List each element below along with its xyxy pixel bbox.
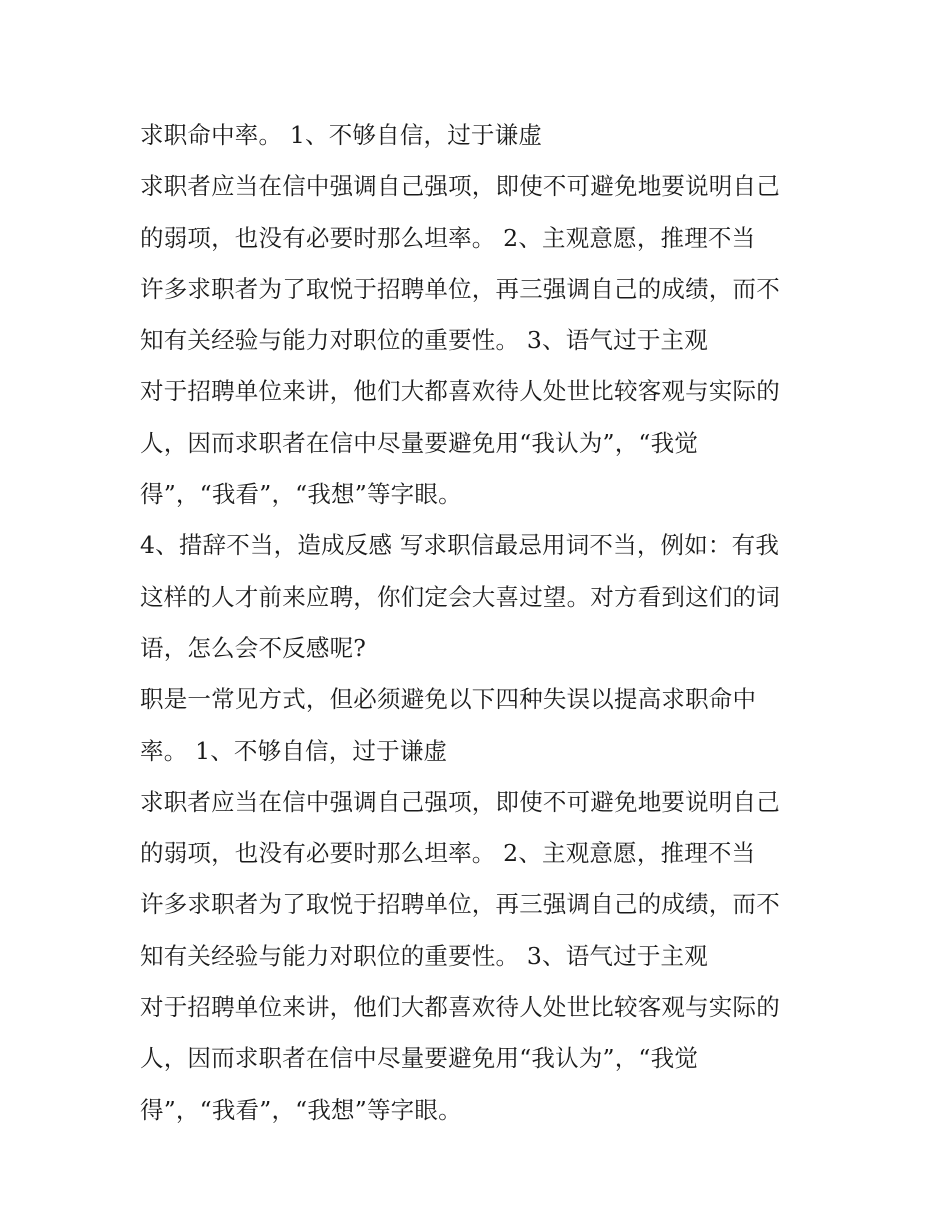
text-line: 率。 1、不够自信，过于谦虚 xyxy=(140,736,448,765)
document-body xyxy=(140,110,830,1136)
text-line: 语，怎么会不反感呢? xyxy=(140,633,367,662)
text-line: 求职者应当在信中强调自己强项，即使不可避免地要说明自己 xyxy=(140,787,780,816)
text-line: 知有关经验与能力对职位的重要性。 3、语气过于主观 xyxy=(140,326,708,355)
text-line: 求职命中率。 1、不够自信，过于谦虚 xyxy=(140,121,543,149)
text-line: 人，因而求职者在信中尽量要避免用“我认为”，“我觉 xyxy=(140,428,699,457)
text-line: 知有关经验与能力对职位的重要性。 3、语气过于主观 xyxy=(140,941,708,970)
text-line: 的弱项，也没有必要时那么坦率。 2、主观意愿，推理不当 xyxy=(140,839,756,868)
text-line: 对于招聘单位来讲，他们大都喜欢待人处世比较客观与实际的 xyxy=(140,993,780,1022)
text-line: 许多求职者为了取悦于招聘单位，再三强调自己的成绩，而不 xyxy=(140,274,780,303)
text-line: 求职者应当在信中强调自己强项，即使不可避免地要说明自己 xyxy=(140,172,780,201)
text-line: 得”，“我看”，“我想”等字眼。 xyxy=(140,1095,462,1124)
text-line: 的弱项，也没有必要时那么坦率。 2、主观意愿，推理不当 xyxy=(140,223,756,252)
text-line: 4、措辞不当，造成反感 写求职信最忌用词不当，例如：有我 xyxy=(140,531,780,560)
text-line: 人，因而求职者在信中尽量要避免用“我认为”，“我觉 xyxy=(140,1044,699,1073)
text-line: 这样的人才前来应聘，你们定会大喜过望。对方看到这们的词 xyxy=(140,582,780,611)
text-line: 得”，“我看”，“我想”等字眼。 xyxy=(140,480,462,509)
text-line: 许多求职者为了取悦于招聘单位，再三强调自己的成绩，而不 xyxy=(140,890,780,919)
text-line: 职是一常见方式，但必须避免以下四种失误以提高求职命中 xyxy=(140,685,757,714)
text-line: 对于招聘单位来讲，他们大都喜欢待人处世比较客观与实际的 xyxy=(140,377,780,406)
